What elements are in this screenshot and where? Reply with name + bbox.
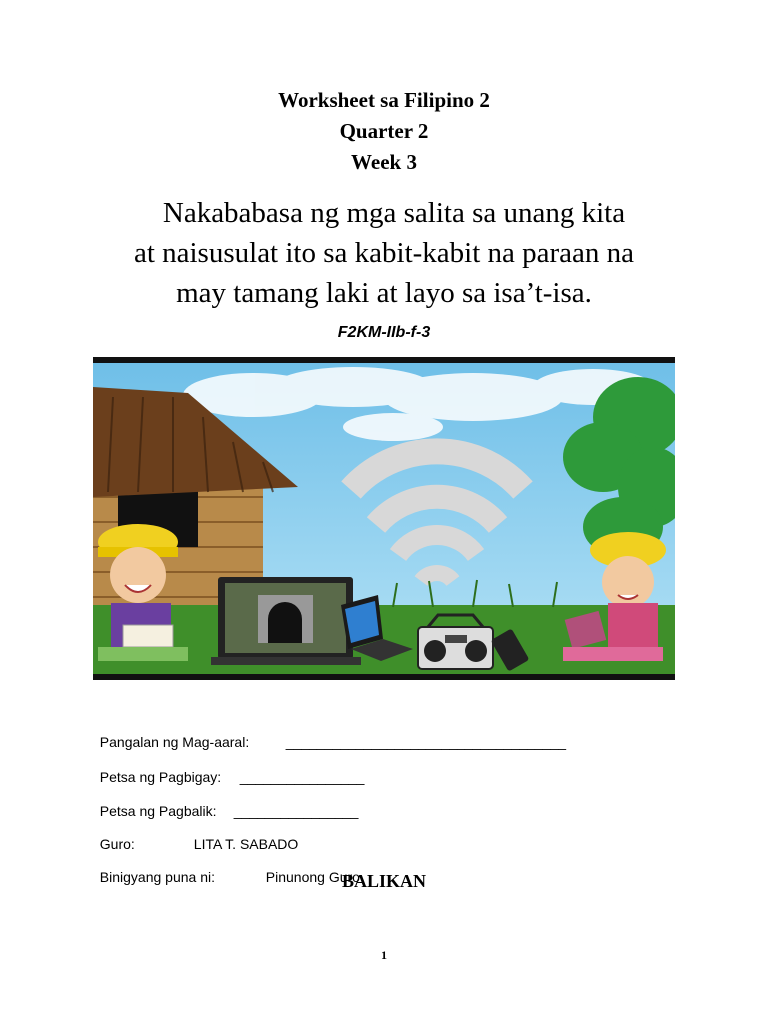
competency-code: F2KM-IIb-f-3 (337, 324, 431, 341)
teacher-label: Guro: (99, 836, 135, 852)
feedback-by: Pinunong Guro (265, 869, 360, 885)
date-given-blank[interactable]: ________________ (239, 769, 365, 785)
objective-line-3: may tamang laki at layo sa isa’t-isa. (176, 277, 592, 309)
objective-line-2: at naisusulat ito sa kabit-kabit na paraan na (133, 237, 635, 269)
quarter-label: Quarter 2 (339, 119, 429, 143)
student-name-blank[interactable]: ____________________________________ (285, 734, 567, 750)
date-given-label: Petsa ng Pagbigay: (99, 769, 222, 785)
feedback-label: Binigyang puna ni: (99, 869, 215, 885)
teacher-name: LITA T. SABADO (193, 836, 299, 852)
student-name-label: Pangalan ng Mag-aaral: (99, 734, 250, 750)
date-given-field[interactable] (92, 753, 364, 785)
teacher-field (92, 820, 298, 852)
date-return-blank[interactable]: ________________ (233, 803, 359, 819)
student-name-field[interactable] (92, 718, 566, 750)
worksheet-title: Worksheet sa Filipino 2 (278, 88, 490, 112)
section-title: BALIKAN (341, 871, 426, 891)
cover-illustration (93, 357, 675, 680)
week-label: Week 3 (351, 150, 417, 174)
date-return-label: Petsa ng Pagbalik: (99, 803, 217, 819)
laptop-tunnel (211, 577, 361, 665)
page-number: 1 (381, 948, 387, 962)
objective-line-1: Nakababasa ng mga salita sa unang kita (162, 197, 626, 229)
date-return-field[interactable] (92, 787, 358, 819)
